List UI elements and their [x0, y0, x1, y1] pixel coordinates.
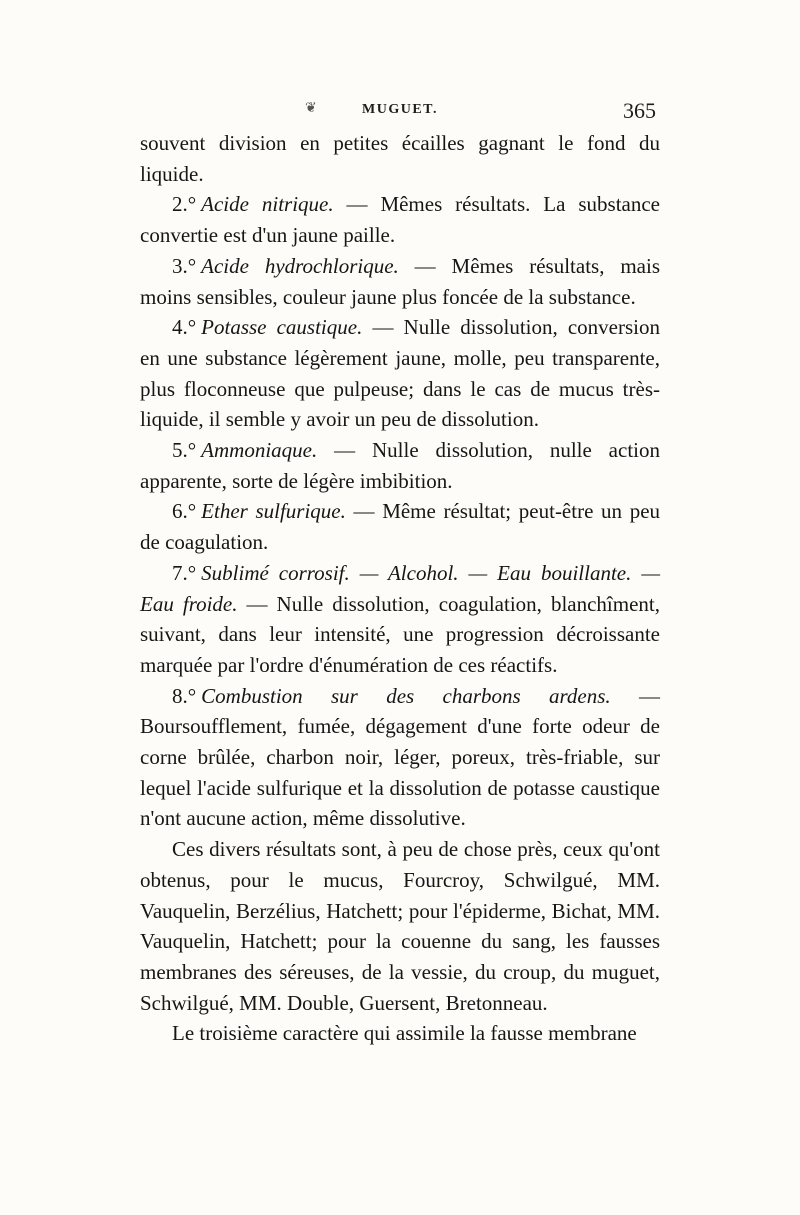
paragraph-text: — Boursoufflement, fumée, dégagement d'une forte odeur de corne brûlée, charbon noir, léger, poreux, très-friable, sur lequel l'acide sulfurique et la dissolution de potasse caustique n'ont aucune action, même dissolutive. — [140, 683, 661, 831]
item-heading: Ammoniaque. — [201, 438, 318, 463]
paragraph-item-8 — [140, 681, 660, 835]
item-heading: Sublimé corrosif. — Alcohol. — Eau bouillante. — Eau froide. — [140, 560, 660, 616]
paragraph-item-5 — [140, 435, 660, 496]
paragraph-text: Ces divers résultats sont, à peu de chose près, ceux qu'ont obtenus, pour le mucus, Fourcroy, Schwilgué, MM. Vauquelin, Berzélius, Hatchett; pour l'épiderme, Bichat, MM. Vauquelin, Hatchett; pour la couenne du sang, les fausses membranes des séreuses, de la vessie, du croup, du muguet, Schwilgué, MM. Double, Guersent, Bretonneau. — [140, 837, 660, 1015]
body-text — [140, 128, 660, 1049]
paragraph-text: — Mêmes résultats, mais moins sensibles, couleur jaune plus foncée de la substance. — [140, 253, 660, 309]
item-heading: Combustion sur des charbons ardens. — [201, 683, 611, 708]
ornament-icon: ❦ — [305, 101, 317, 116]
paragraph-final — [140, 1018, 660, 1049]
item-heading: Ether sulfurique. — [201, 499, 346, 524]
paragraph-text: Le troisième caractère qui assimile la fausse membrane — [172, 1021, 637, 1046]
item-number: 8.° — [172, 683, 197, 708]
paragraph-text: — Nulle dissolution, coagulation, blanchîment, suivant, dans leur intensité, une progression décroissante marquée par l'ordre d'énumération de ces réactifs. — [140, 591, 660, 677]
running-title: MUGUET. — [362, 102, 438, 117]
paragraph-item-4 — [140, 312, 660, 435]
page-number: 365 — [623, 98, 656, 123]
paragraph-item-7 — [140, 558, 660, 681]
paragraph-continued — [140, 128, 660, 189]
item-number: 7.° — [172, 560, 197, 585]
paragraph-text: — Nulle dissolution, nulle action apparente, sorte de légère imbibition. — [140, 438, 660, 493]
paragraph-summary — [140, 834, 660, 1018]
item-number: 4.° — [172, 315, 197, 340]
paragraph-text: — Mêmes résultats. La substance convertie est d'un jaune paille. — [140, 192, 660, 248]
item-heading: Potasse caustique. — [201, 315, 363, 340]
item-number: 5.° — [172, 438, 197, 463]
item-number: 3.° — [172, 253, 197, 278]
paragraph-item-3 — [140, 251, 660, 312]
item-heading: Acide nitrique. — [201, 192, 334, 217]
paragraph-item-2 — [140, 189, 660, 250]
item-number: 2.° — [172, 192, 197, 217]
paragraph-item-6 — [140, 496, 660, 557]
paragraph-text: — Nulle dissolution, conversion en une substance légèrement jaune, molle, peu transparente, plus floconneuse que pulpeuse; dans le cas de mucus très-liquide, il semble y avoir un peu de dissolution. — [140, 315, 660, 432]
item-heading: Acide hydrochlorique. — [201, 253, 399, 278]
item-number: 6.° — [172, 499, 197, 524]
paragraph-text: — Même résultat; peut-être un peu de coagulation. — [140, 499, 661, 555]
paragraph-text: souvent division en petites écailles gagnant le fond du liquide. — [140, 131, 660, 186]
page-header — [140, 98, 660, 128]
